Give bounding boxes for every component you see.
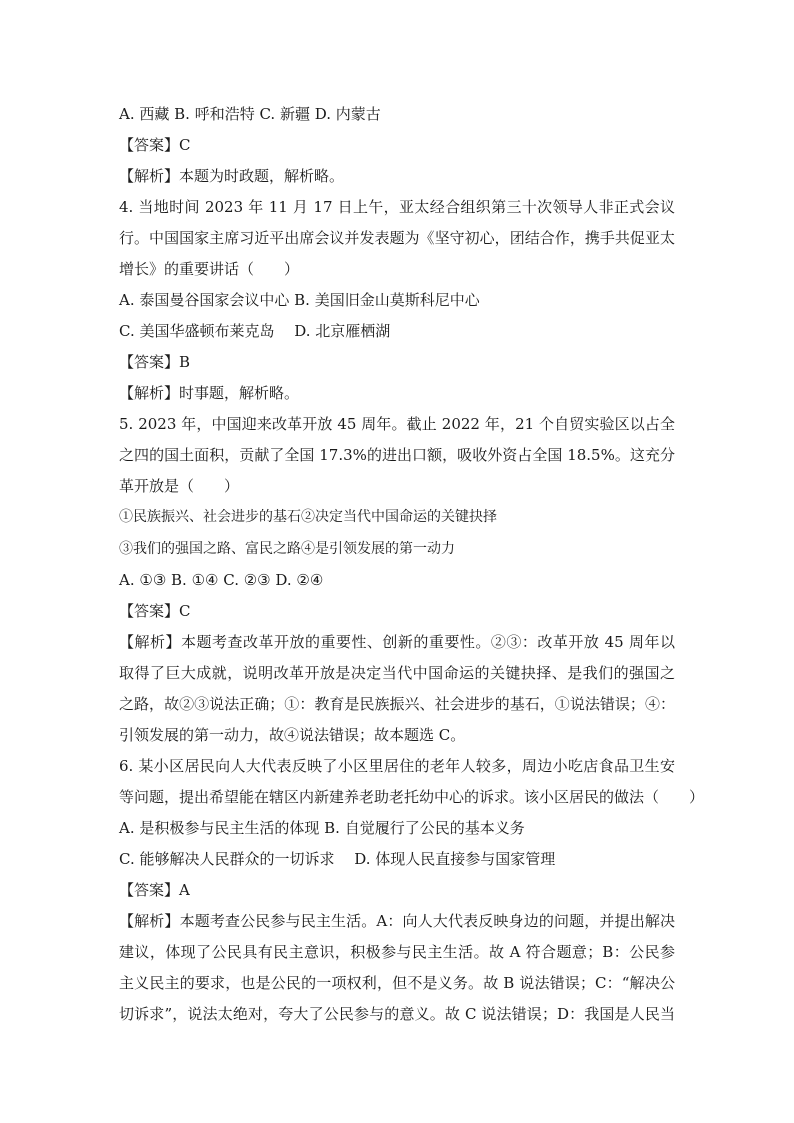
q4-stem-line-2: 行。中国国家主席习近平出席会议并发表题为《坚守初心，团结合作，携手共促亚太	[119, 229, 675, 247]
q5-analysis-line-3: 之路，故②③说法正确；①：教育是民族振兴、社会进步的基石，①说法错误；④：	[119, 695, 675, 713]
q5-statements-line-2: ③我们的强国之路、富民之路④是引领发展的第一动力	[119, 541, 455, 557]
q5-stem-line-2: 之四的国土面积，贡献了全国 17.3%的进出口额，吸收外资占全国 18.5%。这充分	[119, 446, 675, 464]
q6-answer: 【答案】A	[119, 881, 190, 899]
q6-analysis-line-3: 主义民主的要求，也是公民的一项权利，但不是义务。故 B 说法错误；C：“解决公	[119, 974, 675, 992]
q5-options: A. ①③ B. ①④ C. ②③ D. ②④	[119, 571, 324, 589]
q4-analysis: 【解析】时事题，解析略。	[119, 384, 300, 402]
q6-analysis-line-2: 建议，体现了公民具有民主意识，积极参与民主生活。故 A 符合题意；B：公民参	[119, 943, 675, 961]
q5-answer: 【答案】C	[119, 602, 191, 620]
q4-options-line-1: A. 泰国曼谷国家会议中心 B. 美国旧金山莫斯科尼中心	[119, 291, 480, 309]
q5-analysis-line-2: 取得了巨大成就，说明改革开放是决定当代中国命运的关键抉择、是我们的强国之	[119, 664, 675, 682]
q3-analysis: 【解析】本题为时政题，解析略。	[119, 167, 345, 185]
q6-stem-line-1: 6. 某小区居民向人大代表反映了小区里居住的老年人较多，周边小吃店食品卫生安	[119, 757, 675, 775]
q6-options-line-1: A. 是积极参与民主生活的体现 B. 自觉履行了公民的基本义务	[119, 819, 525, 837]
q6-analysis-line-1: 【解析】本题考查公民参与民主生活。A：向人大代表反映身边的问题，并提出解决	[119, 912, 675, 930]
q4-stem-line-3: 增长》的重要讲话（ ）	[119, 260, 300, 278]
q5-statements-line-1: ①民族振兴、社会进步的基石②决定当代中国命运的关键抉择	[119, 509, 497, 525]
q5-analysis-line-1: 【解析】本题考查改革开放的重要性、创新的重要性。②③：改革开放 45 周年以	[119, 633, 675, 651]
q5-analysis-line-4: 引领发展的第一动力，故④说法错误；故本题选 C。	[119, 726, 466, 744]
q6-analysis-line-4: 切诉求”，说法太绝对，夸大了公民参与的意义。故 C 说法错误；D：我国是人民当	[119, 1005, 675, 1023]
q4-stem-line-1: 4. 当地时间 2023 年 11 月 17 日上午，亚太经合组织第三十次领导人非正式会议	[119, 198, 675, 216]
q4-answer: 【答案】B	[119, 353, 191, 371]
q4-options-line-2: C. 美国华盛顿布莱克岛 D. 北京雁栖湖	[119, 322, 391, 340]
q5-stem-line-1: 5. 2023 年，中国迎来改革开放 45 周年。截止 2022 年，21 个自贸实验区以占全	[119, 415, 675, 433]
q3-options: A. 西藏 B. 呼和浩特 C. 新疆 D. 内蒙古	[119, 105, 381, 123]
q5-stem-line-3: 革开放是（ ）	[119, 477, 240, 495]
q3-answer: 【答案】C	[119, 136, 191, 154]
q6-options-line-2: C. 能够解决人民群众的一切诉求 D. 体现人民直接参与国家管理	[119, 850, 556, 868]
q6-stem-line-2: 等问题，提出希望能在辖区内新建养老助老托幼中心的诉求。该小区居民的做法（ ）	[119, 788, 705, 806]
